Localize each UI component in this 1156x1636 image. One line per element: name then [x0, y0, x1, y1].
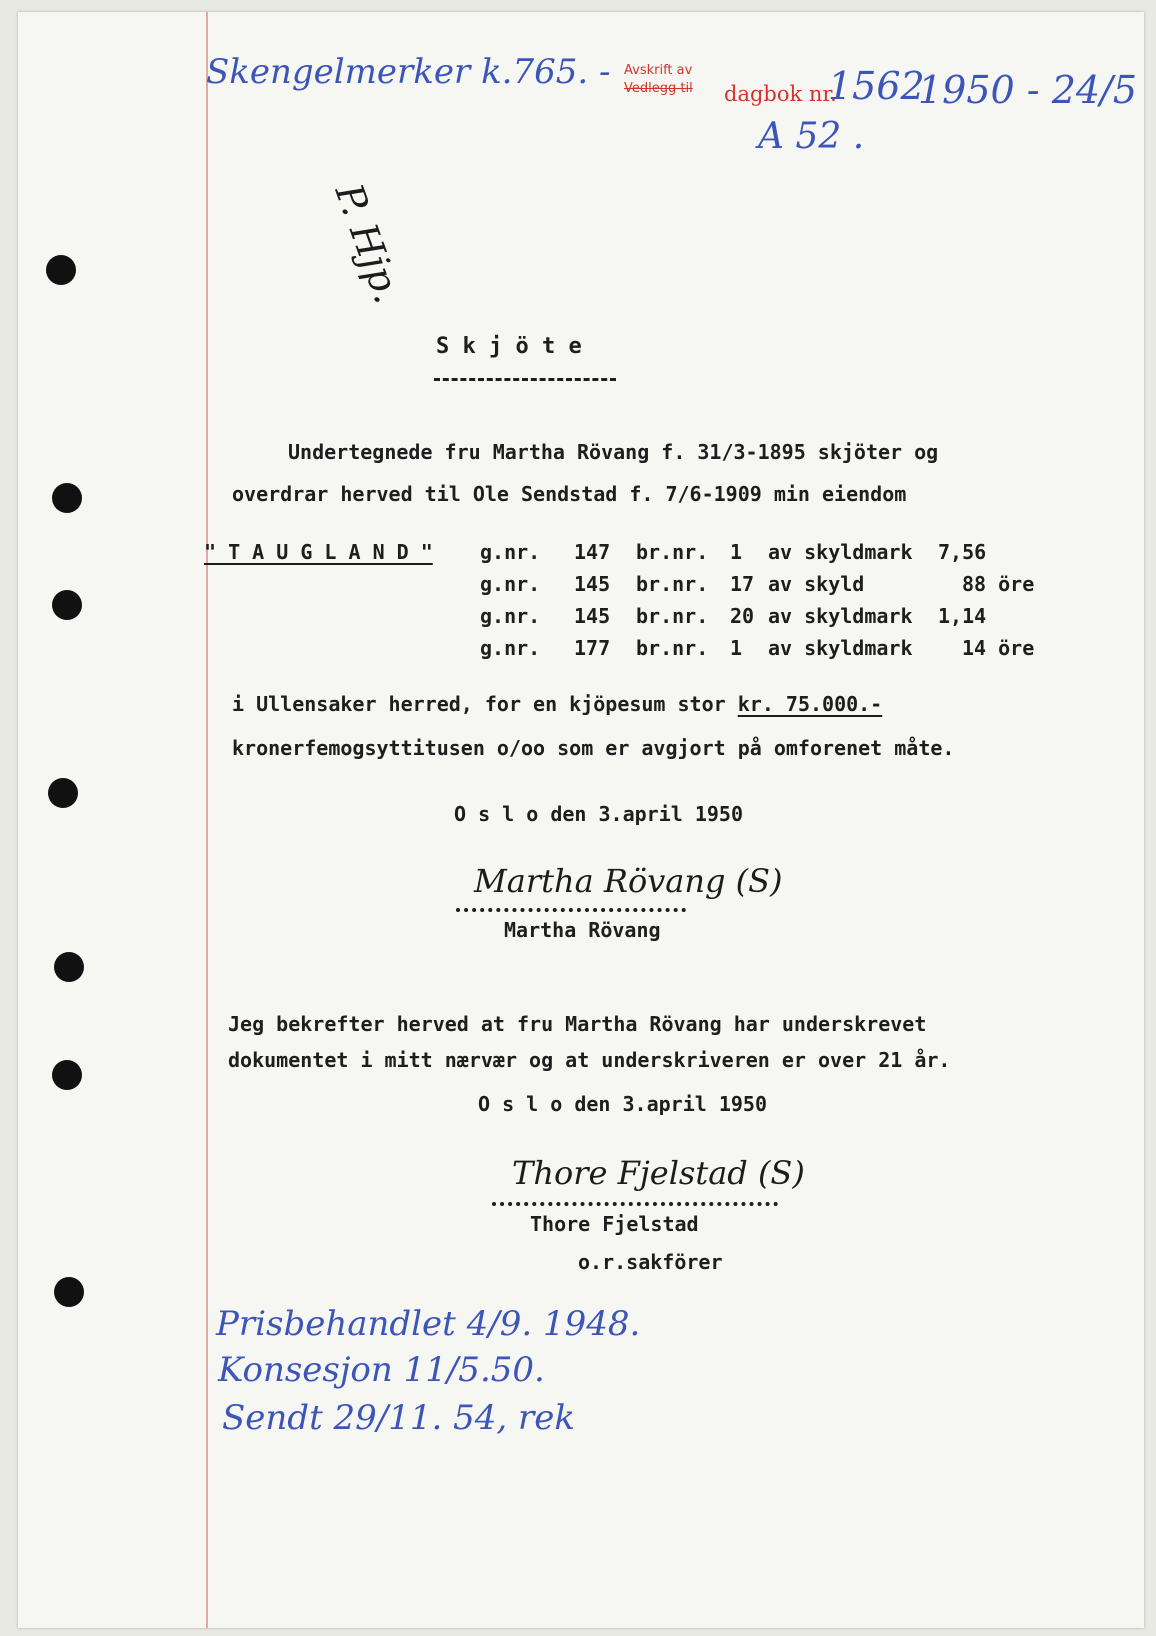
- gnr-label: g.nr.: [480, 636, 541, 660]
- gnr-value: 145: [574, 604, 611, 628]
- document-title: S k j ö t e: [436, 334, 582, 359]
- brnr-value: 1: [730, 540, 743, 564]
- brnr-label: br.nr.: [636, 572, 709, 596]
- brnr-label: br.nr.: [636, 604, 709, 628]
- signer-name: Thore Fjelstad: [530, 1212, 699, 1236]
- gnr-value: 145: [574, 572, 611, 596]
- place-date: O s l o den 3.april 1950: [478, 1092, 767, 1116]
- skyld-value: 7,56: [938, 540, 987, 564]
- title-underline: [434, 378, 616, 381]
- brnr-label: br.nr.: [636, 540, 709, 564]
- note-concession: Konsesjon 11/5.50.: [218, 1350, 545, 1390]
- signature-line: [456, 908, 686, 912]
- price-line-prefix: i Ullensaker herred, for en kjöpesum stor: [232, 692, 738, 716]
- brnr-value: 17: [730, 572, 755, 596]
- attestation-line: Jeg bekrefter herved at fru Martha Rövang har underskrevet: [228, 1012, 927, 1036]
- signer-name: Martha Rövang: [504, 918, 661, 942]
- signature-thore: Thore Fjelstad (S): [512, 1154, 805, 1192]
- signature-line: [492, 1202, 778, 1206]
- punch-hole: [52, 1060, 82, 1090]
- initials: P. Hjp.: [326, 178, 411, 309]
- brnr-label: br.nr.: [636, 636, 709, 660]
- price-in-words: kronerfemogsyttitusen o/oo som er avgjort på omforenet måte.: [232, 736, 955, 760]
- document-page: [18, 12, 1144, 1628]
- stamp-dagbok-label: dagbok nr.: [724, 82, 837, 106]
- skyld-desc: av skyld: [768, 572, 865, 596]
- note-price-control: Prisbehandlet 4/9. 1948.: [216, 1304, 641, 1344]
- skyld-desc: av skyldmark: [768, 636, 913, 660]
- gnr-value: 147: [574, 540, 611, 564]
- note-sent: Sendt 29/11. 54, rek: [222, 1398, 575, 1438]
- gnr-label: g.nr.: [480, 572, 541, 596]
- attestation-line: dokumentet i mitt nærvær og at underskriveren er over 21 år.: [228, 1048, 951, 1072]
- skyld-desc: av skyldmark: [768, 540, 913, 564]
- brnr-value: 1: [730, 636, 743, 660]
- signature-martha: Martha Rövang (S): [474, 862, 783, 900]
- signer-title: o.r.sakförer: [578, 1250, 723, 1274]
- skyld-desc: av skyldmark: [768, 604, 913, 628]
- punch-hole: [52, 483, 82, 513]
- gnr-label: g.nr.: [480, 540, 541, 564]
- gnr-value: 177: [574, 636, 611, 660]
- handwritten-reference: A 52 .: [758, 116, 865, 157]
- punch-hole: [46, 255, 76, 285]
- paragraph-line: Undertegnede fru Martha Rövang f. 31/3-1895 skjöter og: [288, 440, 939, 464]
- property-name: " T A U G L A N D ": [204, 540, 433, 564]
- skyld-value: 88 öre: [962, 572, 1035, 596]
- punch-hole: [52, 590, 82, 620]
- punch-hole: [48, 778, 78, 808]
- stamp-copy-label: Avskrift av Vedlegg til: [624, 63, 693, 96]
- price-line: [232, 692, 882, 716]
- paragraph-line: overdrar herved til Ole Sendstad f. 7/6-1909 min eiendom: [232, 482, 907, 506]
- dagbok-year-date: 1950 - 24/5: [918, 68, 1138, 112]
- skyld-value: 14 öre: [962, 636, 1035, 660]
- dagbok-number: 1562: [828, 64, 925, 108]
- margin-rule: [206, 12, 208, 1628]
- punch-hole: [54, 952, 84, 982]
- price-amount: kr. 75.000.-: [737, 692, 883, 716]
- brnr-value: 20: [730, 604, 755, 628]
- handwritten-registration: Skengelmerker k.765. -: [206, 52, 611, 92]
- gnr-label: g.nr.: [480, 604, 541, 628]
- place-date: O s l o den 3.april 1950: [454, 802, 743, 826]
- skyld-value: 1,14: [938, 604, 987, 628]
- punch-hole: [54, 1277, 84, 1307]
